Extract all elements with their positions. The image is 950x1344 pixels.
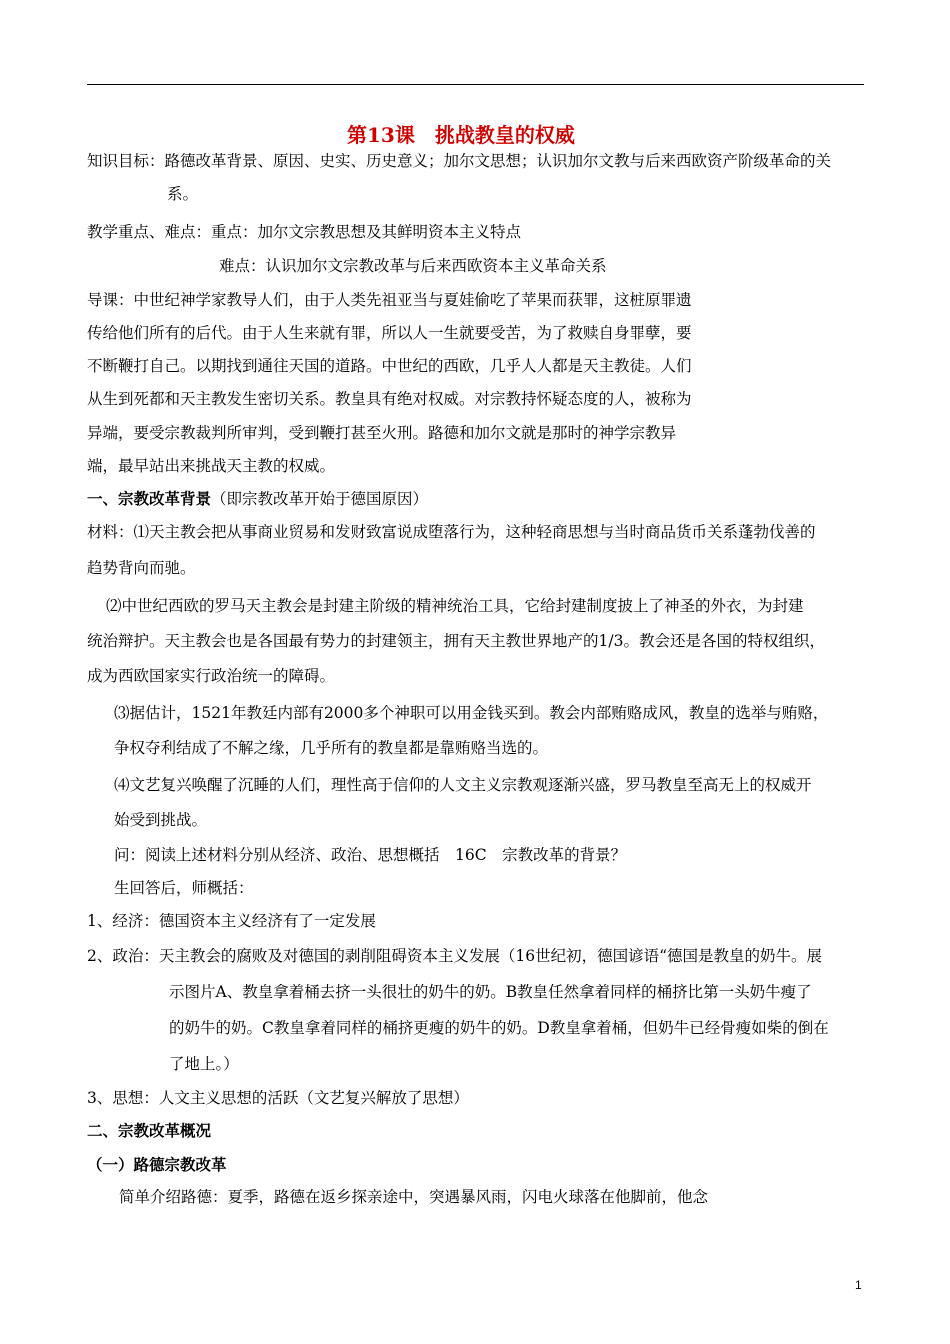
- key-points-line-2: 难点：认识加尔文宗教改革与后来西欧资本主义革命关系: [219, 257, 607, 275]
- question: 问：阅读上述材料分别从经济、政治、思想概括 16C 宗教改革的背景？: [114, 846, 627, 864]
- material-4-line: ⑷文艺复兴唤醒了沉睡的人们，理性高于信仰的人文主义宗教观逐渐兴盛，罗马教皇至高无上的权威开: [114, 776, 812, 794]
- intro-line: 端，最早站出来挑战天主教的权威。: [87, 457, 336, 475]
- luther-intro: 简单介绍路德：夏季，路德在返乡探亲途中，突遇暴风雨，闪电火球落在他脚前，他念: [119, 1188, 709, 1206]
- objectives-line-1: 知识目标：路德改革背景、原因、史实、历史意义；加尔文思想；认识加尔文教与后来西欧资产阶级革命的关: [87, 152, 832, 170]
- intro-line: 异端，要受宗教裁判所审判，受到鞭打甚至火刑。路德和加尔文就是那时的神学宗教异: [87, 424, 677, 442]
- intro-line: 传给他们所有的后代。由于人生来就有罪，所以人一生就要受苦，为了救赎自身罪孽，要: [87, 324, 692, 342]
- section-1-note: （即宗教改革开始于德国原因）: [211, 490, 429, 508]
- section-2-heading: 二、宗教改革概况: [87, 1121, 212, 1140]
- point-politics-line: 的奶牛的奶。C教皇拿着同样的桶挤更瘦的奶牛的奶。D教皇拿着桶，但奶牛已经骨瘦如柴的倒在: [169, 1019, 829, 1037]
- section-1-heading-line: [87, 489, 428, 509]
- key-points-line-1: 教学重点、难点：重点：加尔文宗教思想及其鲜明资本主义特点: [87, 223, 522, 241]
- point-politics-line: 示图片A、教皇拿着桶去挤一头很壮的奶牛的奶。B教皇任然拿着同样的桶挤比第一头奶牛瘦了: [169, 983, 812, 1001]
- material-3-line: 争权夺利结成了不解之缘，几乎所有的教皇都是靠贿赂当选的。: [114, 739, 549, 757]
- material-2-line: ⑵中世纪西欧的罗马天主教会是封建主阶级的精神统治工具，它给封建制度披上了神圣的外衣，为封建: [106, 597, 804, 615]
- intro-line: 从生到死都和天主教发生密切关系。教皇具有绝对权威。对宗教持怀疑态度的人，被称为: [87, 390, 692, 408]
- material-1-line: 趋势背向而驰。: [87, 559, 196, 577]
- answer-intro: 生回答后，师概括：: [114, 879, 254, 897]
- point-politics-line: 了地上。）: [169, 1055, 239, 1073]
- intro-line: 不断鞭打自己。以期找到通往天国的道路。中世纪的西欧，几乎人人都是天主教徒。人们: [87, 357, 692, 375]
- point-thought: 3、思想：人文主义思想的活跃（文艺复兴解放了思想）: [87, 1089, 469, 1107]
- section-2-sub-heading: （一）路德宗教改革: [87, 1155, 227, 1174]
- material-4-line: 始受到挑战。: [114, 811, 208, 829]
- material-2-line: 统治辩护。天主教会也是各国最有势力的封建领主，拥有天主教世界地产的1/3。教会还是各国的特权组织，: [87, 632, 825, 650]
- header-rule: [87, 84, 864, 85]
- page-number: 1: [855, 1278, 862, 1292]
- point-politics-line: 2、政治：天主教会的腐败及对德国的剥削阻碍资本主义发展（16世纪初，德国谚语“德国是教皇的奶牛。展: [87, 947, 823, 965]
- material-3-line: ⑶据估计，1521年教廷内部有2000多个神职可以用金钱买到。教会内部贿赂成风，教皇的选举与贿赂，: [114, 704, 829, 722]
- objectives-line-2: 系。: [167, 185, 199, 203]
- material-2-line: 成为西欧国家实行政治统一的障碍。: [87, 667, 336, 685]
- point-economy: 1、经济：德国资本主义经济有了一定发展: [87, 912, 376, 930]
- section-1-heading: 一、宗教改革背景: [87, 489, 212, 508]
- material-1-line: 材料：⑴天主教会把从事商业贸易和发财致富说成堕落行为，这种轻商思想与当时商品货币关系蓬勃伐善的: [87, 523, 816, 541]
- intro-line: 导课：中世纪神学家教导人们，由于人类先祖亚当与夏娃偷吃了苹果而获罪，这桩原罪遗: [87, 291, 692, 309]
- page-title: 第13课 挑战教皇的权威: [347, 123, 575, 147]
